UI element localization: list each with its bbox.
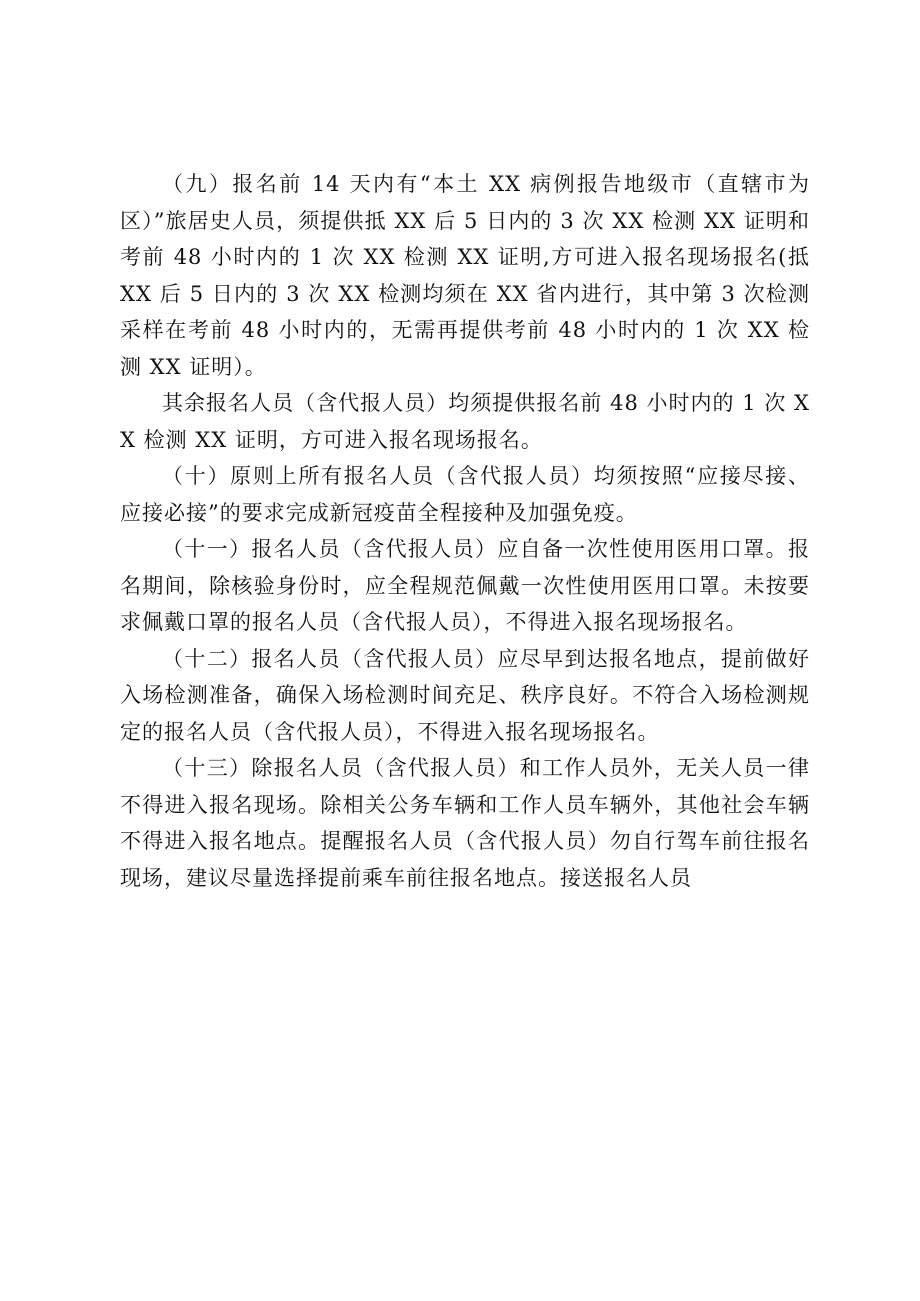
paragraph-item-11: （十一）报名人员（含代报人员）应自备一次性使用医用口罩。报名期间，除核验身份时，应全程规范佩戴一次性使用医用口罩。未按要求佩戴口罩的报名人员（含代报人员），不得进入报名现场报名。 [120, 537, 810, 634]
paragraph-item-10: （十）原则上所有报名人员（含代报人员）均须按照“应接尽接、应接必接”的要求完成新冠疫苗全程接种及加强免疫。 [120, 464, 810, 525]
paragraph-item-13: （十三）除报名人员（含代报人员）和工作人员外，无关人员一律不得进入报名现场。除相关公务车辆和工作人员车辆外，其他社会车辆不得进入报名地点。提醒报名人员（含代报人员）勿自行驾车前往报名现场，建议尽量选择提前乘车前往报名地点。接送报名人员 [120, 756, 810, 890]
paragraph-item-9: （九）报名前 14 天内有“本土 XX 病例报告地级市（直辖市为区）”旅居史人员，须提供抵 XX 后 5 日内的 3 次 XX 检测 XX 证明和考前 48 小时内的 1 次 XX 检测 XX 证明,方可进入报名现场报名(抵 XX 后 5 日内的 3 次 XX 检测均须在 XX 省内进行，其中第 3 次检测采样在考前 48 小时内的，无需再提供考前 48 小时内的 1 次 XX 检测 XX 证明）。 [120, 172, 810, 379]
document-body [120, 166, 810, 896]
paragraph-others-requirement: 其余报名人员（含代报人员）均须提供报名前 48 小时内的 1 次 XX 检测 XX 证明，方可进入报名现场报名。 [120, 391, 810, 452]
paragraph-item-12: （十二）报名人员（含代报人员）应尽早到达报名地点，提前做好入场检测准备，确保入场检测时间充足、秩序良好。不符合入场检测规定的报名人员（含代报人员），不得进入报名现场报名。 [120, 646, 810, 744]
